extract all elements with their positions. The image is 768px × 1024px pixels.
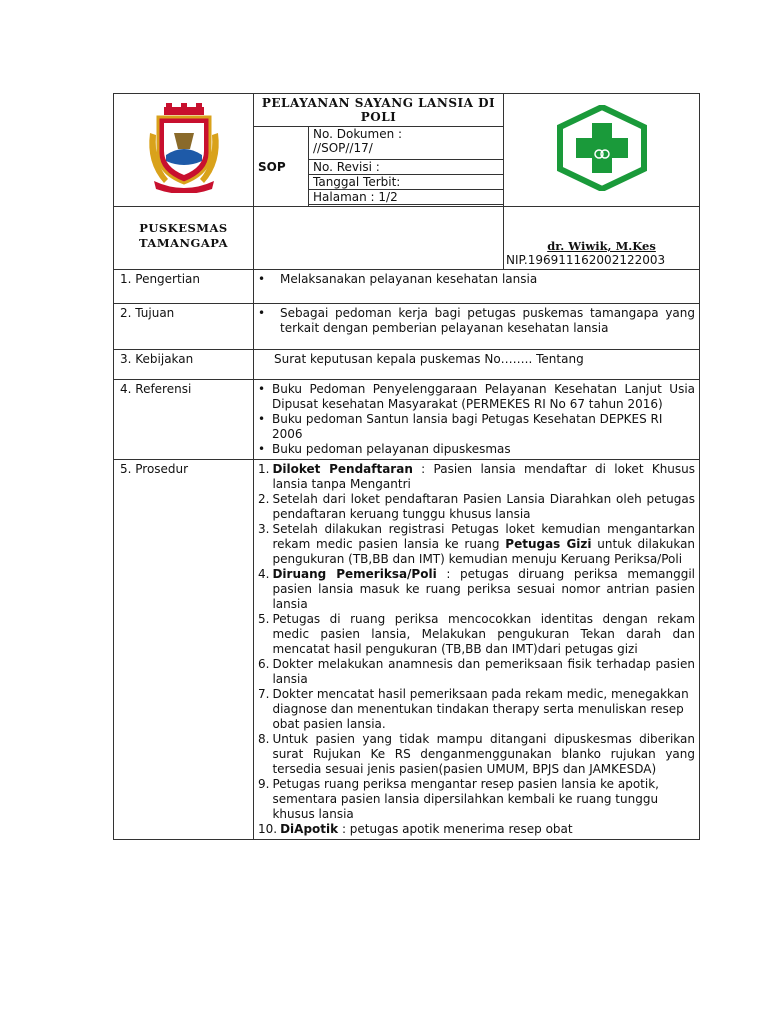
procedure-step: 3. Setelah dilakukan registrasi Petugas loket kemudian mengantarkan rekam medic pasien lansia ke ruang Petugas Gizi untuk dilakukan pengukuran (TB,BB dan IMT) kemudian menuju Keruang Periksa/Poli bbox=[258, 522, 696, 566]
no-dokumen-value: //SOP//17/ bbox=[313, 141, 373, 155]
no-dokumen bbox=[309, 127, 504, 160]
sop-table bbox=[113, 93, 700, 840]
list-item: • Buku pedoman Santun lansia bagi Petugas Kesehatan DEPKES RI 2006 bbox=[258, 412, 663, 441]
regional-logo-cell bbox=[114, 94, 254, 207]
section-content-tujuan bbox=[254, 304, 700, 350]
signer-nip: NIP.196911162002122003 bbox=[506, 253, 666, 267]
procedure-step: 5. Petugas di ruang periksa mencocokkan identitas dengan rekam medic pasien lansia, Melakukan pengukuran Tekan darah dan mencatat hasil pengukuran (TB,BB dan IMT)dari petugas gizi bbox=[258, 612, 696, 656]
section-label-tujuan: 2. Tujuan bbox=[114, 304, 254, 350]
procedure-step: 7. Dokter mencatat hasil pemeriksaan pada rekam medic, menegakkan diagnose dan menentukan tindakan therapy serta menuliskan resep obat pasien lansia. bbox=[258, 687, 689, 731]
procedure-step: 8. Untuk pasien yang tidak mampu ditangani dipuskesmas diberikan surat Rujukan Ke RS denganmenggunakan blanko rujukan yang tersedia sesuai jenis pasien(pasien UMUM, BPJS dan JAMKESDA) bbox=[258, 732, 696, 776]
no-dokumen-label: No. Dokumen : bbox=[313, 127, 403, 141]
puskesmas-name: PUSKESMAS TAMANGAPA bbox=[114, 207, 254, 270]
section-label-pengertian: 1. Pengertian bbox=[114, 270, 254, 304]
tanggal-terbit: Tanggal Terbit: bbox=[309, 175, 504, 190]
list-item: • Buku Pedoman Penyelenggaraan Pelayanan Kesehatan Lanjut Usia Dipusat kesehatan Masyarakat (PERMEKES RI No 67 tahun 2016) bbox=[258, 382, 696, 411]
section-content-prosedur bbox=[254, 460, 700, 840]
section-label-referensi: 4. Referensi bbox=[114, 380, 254, 460]
procedure-step: 2. Setelah dari loket pendaftaran Pasien Lansia Diarahkan oleh petugas pendaftaran keruang tunggu khusus lansia bbox=[258, 492, 696, 521]
list-item: • Sebagai pedoman kerja bagi petugas puskemas tamangapa yang terkait dengan pemberian pelayanan kesehatan lansia bbox=[258, 306, 696, 335]
procedure-step: 1. Diloket Pendaftaran : Pasien lansia mendaftar di loket Khusus lansia tanpa Mengantri bbox=[258, 462, 696, 491]
section-content-pengertian bbox=[254, 270, 700, 304]
list-item: • Buku pedoman pelayanan dipuskesmas bbox=[258, 442, 511, 456]
list-item: • Melaksanakan pelayanan kesehatan lansia bbox=[258, 272, 538, 286]
procedure-step: 10. DiApotik : petugas apotik menerima resep obat bbox=[258, 822, 573, 836]
puskesmas-logo-icon bbox=[554, 105, 650, 191]
signer-name: dr. Wiwik, M.Kes bbox=[547, 239, 656, 253]
sop-document bbox=[113, 93, 699, 840]
procedure-step: 9. Petugas ruang periksa mengantar resep pasien lansia ke apotik, sementara pasien lansia dipersilahkan kembali ke ruang tunggu khusus lansia bbox=[258, 777, 659, 821]
sop-label: SOP bbox=[254, 127, 309, 207]
regional-emblem-icon bbox=[144, 103, 224, 193]
no-revisi: No. Revisi : bbox=[309, 160, 504, 175]
halaman: Halaman : 1/2 bbox=[309, 190, 504, 205]
section-label-prosedur: 5. Prosedur bbox=[114, 460, 254, 840]
signature-block bbox=[504, 207, 700, 270]
section-label-kebijakan: 3. Kebijakan bbox=[114, 350, 254, 380]
health-logo-cell bbox=[504, 94, 700, 207]
procedure-step: 6. Dokter melakukan anamnesis dan pemeriksaan fisik terhadap pasien lansia bbox=[258, 657, 696, 686]
document-title: PELAYANAN SAYANG LANSIA DI POLI bbox=[254, 94, 504, 127]
procedure-step: 4. Diruang Pemeriksa/Poli : petugas diruang periksa memanggil pasien lansia masuk ke ruang periksa sesuai nomor antrian pasien lansia bbox=[258, 567, 696, 611]
section-content-kebijakan: Surat keputusan kepala puskemas No…….. Tentang bbox=[254, 350, 700, 380]
section-content-referensi bbox=[254, 380, 700, 460]
